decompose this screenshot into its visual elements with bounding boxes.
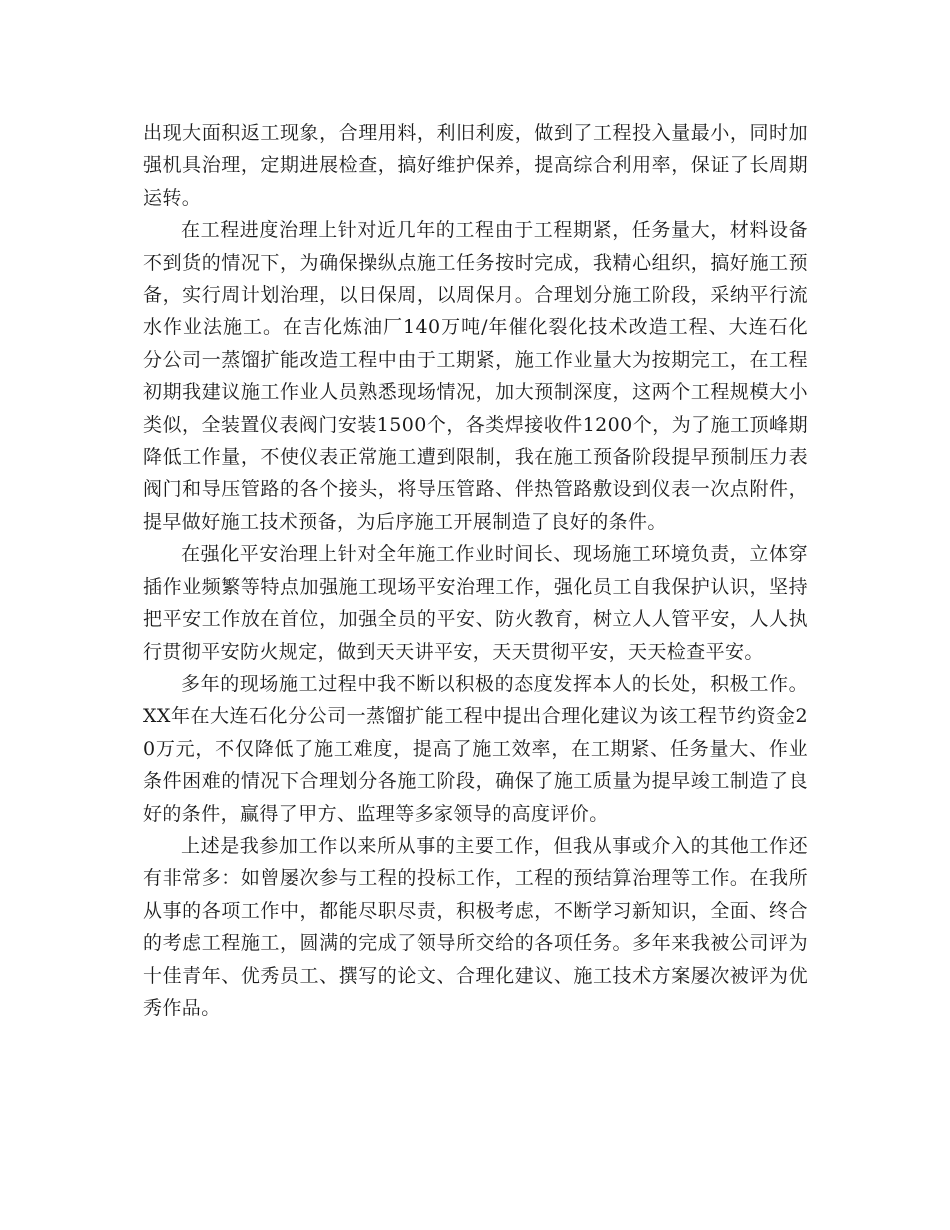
paragraph-achievements: 多年的现场施工过程中我不断以积极的态度发挥本人的长处，积极工作。XX年在大连石化分公司一蒸馏扩能工程中提出合理化建议为该工程节约资金20万元，不仅降低了施工难度，提高了施工效率，在工期紧、任务量大、作业条件困难的情况下合理划分各施工阶段，确保了施工质量为提早竣工制造了良好的条件，赢得了甲方、监理等多家领导的高度评价。 xyxy=(143,672,808,825)
paragraph-equipment: 出现大面积返工现象，合理用料，利旧利废，做到了工程投入量最小，同时加强机具治理，定期进展检查，搞好维护保养，提高综合利用率，保证了长周期运转。 xyxy=(143,122,808,209)
paragraph-safety-management: 在强化平安治理上针对全年施工作业时间长、现场施工环境负责，立体穿插作业频繁等特点加强施工现场平安治理工作，强化员工自我保护认识，坚持把平安工作放在首位，加强全员的平安、防火教育，树立人人管平安，人人执行贯彻平安防火规定，做到天天讲平安，天天贯彻平安，天天检查平安。 xyxy=(143,543,808,663)
document-body xyxy=(143,117,808,1024)
paragraph-summary: 上述是我参加工作以来所从事的主要工作，但我从事或介入的其他工作还有非常多：如曾屡次参与工程的投标工作，工程的预结算治理等工作。在我所从事的各项工作中，都能尽职尽责，积极考虑，不断学习新知识，全面、终合的考虑工程施工，圆满的完成了领导所交给的各项任务。多年来我被公司评为十佳青年、优秀员工、撰写的论文、合理化建议、施工技术方案屡次被评为优秀作品。 xyxy=(143,834,808,1019)
paragraph-schedule-management: 在工程进度治理上针对近几年的工程由于工程期紧，任务量大，材料设备不到货的情况下，为确保操纵点施工任务按时完成，我精心组织，搞好施工预备，实行周计划治理，以日保周，以周保月。合理划分施工阶段，采纳平行流水作业法施工。在吉化炼油厂140万吨/年催化裂化技术改造工程、大连石化分公司一蒸馏扩能改造工程中由于工期紧，施工作业量大为按期完工，在工程初期我建议施工作业人员熟悉现场情况，加大预制深度，这两个工程规模大小类似，全装置仪表阀门安装1500个，各类焊接收件1200个，为了施工顶峰期降低工作量，不使仪表正常施工遭到限制，我在施工预备阶段提早预制压力表阀门和导压管路的各个接头，将导压管路、伴热管路敷设到仪表一次点附件，提早做好施工技术预备，为后序施工开展制造了良好的条件。 xyxy=(143,219,808,533)
